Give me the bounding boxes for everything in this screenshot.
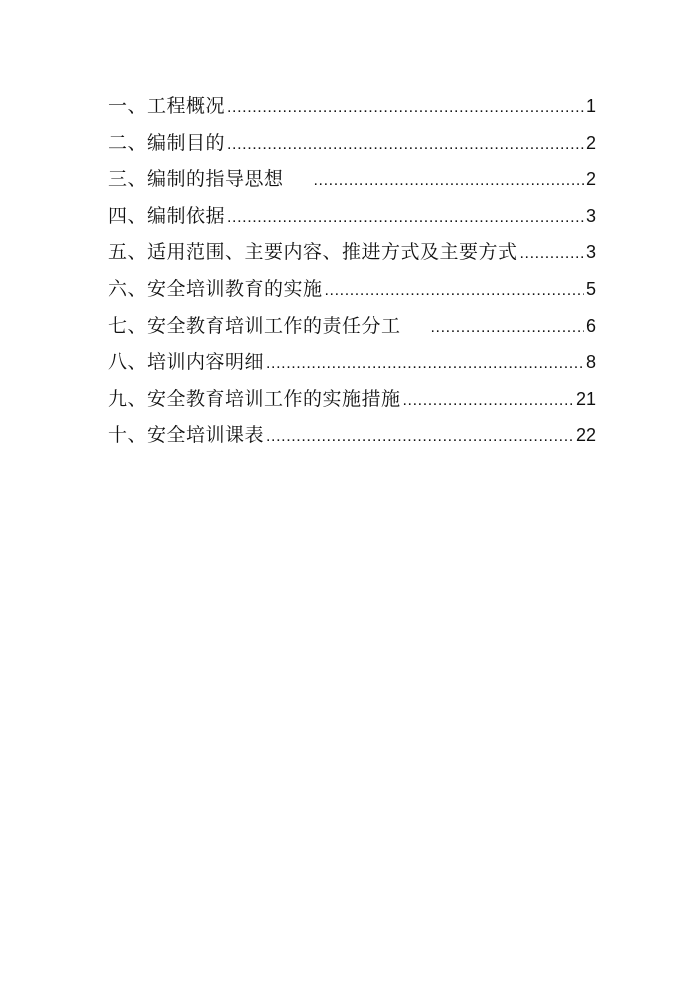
toc-entry-10[interactable] [108,417,596,454]
toc-entry-page: 2 [585,169,596,190]
toc-entry-title: 七、安全教育培训工作的责任分工 [108,314,401,337]
toc-dot-leader [227,127,584,164]
toc-dot-leader [266,419,574,456]
toc-entry-7[interactable] [108,308,596,345]
toc-entry-page: 2 [585,132,596,153]
toc-entry-page: 21 [575,388,596,409]
toc-dot-leader [403,383,574,420]
table-of-contents [108,88,596,454]
toc-entry-title: 八、培训内容明细 [108,351,265,374]
toc-entry-1[interactable] [108,88,596,125]
toc-entry-title: 二、编制目的 [108,131,226,154]
toc-dot-leader [325,273,584,310]
toc-dot-leader [227,90,584,127]
toc-dot-leader [403,310,584,347]
toc-entry-9[interactable] [108,381,596,418]
toc-entry-title: 一、工程概况 [108,95,226,117]
toc-entry-title: 三、编制的指导思想 [108,168,284,191]
toc-entry-6[interactable] [108,271,596,308]
toc-entry-4[interactable] [108,198,596,235]
toc-entry-title: 四、编制依据 [108,204,226,227]
toc-entry-page: 8 [585,352,596,373]
toc-entry-page: 3 [585,205,596,226]
toc-dot-leader [266,346,584,383]
toc-entry-title: 十、安全培训课表 [108,424,265,447]
toc-entry-page: 3 [585,242,596,263]
toc-entry-page: 22 [575,425,596,446]
toc-entry-page: 1 [585,96,596,116]
toc-entry-2[interactable] [108,125,596,162]
toc-entry-title: 五、适用范围、主要内容、推进方式及主要方式 [108,241,518,264]
toc-entry-title: 六、安全培训教育的实施 [108,277,323,300]
toc-dot-leader [227,200,584,237]
toc-entry-page: 5 [585,278,596,299]
toc-dot-leader [286,163,584,200]
toc-entry-title: 九、安全教育培训工作的实施措施 [108,387,401,410]
toc-entry-3[interactable] [108,161,596,198]
toc-entry-8[interactable] [108,344,596,381]
toc-entry-page: 6 [585,315,596,336]
toc-dot-leader [520,236,584,273]
toc-entry-5[interactable] [108,234,596,271]
